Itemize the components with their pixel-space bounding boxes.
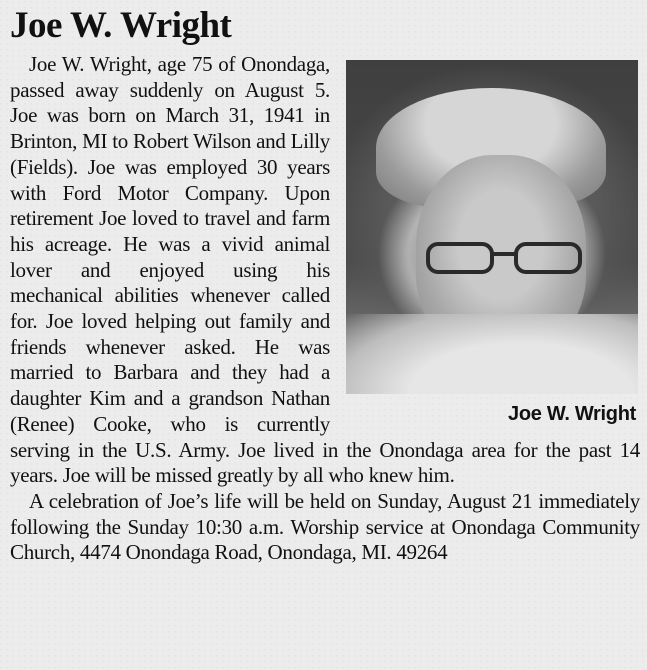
obituary-headline: Joe W. Wright [10,5,232,46]
portrait-shirt [346,314,638,394]
portrait-caption: Joe W. Wright [508,403,636,425]
portrait-glasses [424,238,584,278]
obituary-paragraph-1: Joe W. Wright, age 75 of Onondaga, passed away suddenly on August 5. Joe was born on March 31, 1941 in Brinton, MI to Robert Wilson and Lilly (Fields). Joe was employed 30 years with Ford Motor Company. Upon retirement Joe loved to travel and farm his acreage. He was a vivid animal lover and enjoyed using his mechanical abilities whenever called for. Joe loved helping out family and friends whenever asked. He was married to Barbara and they had a daughter Kim and a grandson Nathan (Renee) Cooke, who is currently serving in the U.S. Army. Joe lived in the Onondaga area for the past 14 years. Joe will be missed greatly by all who knew him. [10,52,640,488]
obituary-body [10,52,640,566]
obituary-paragraph-2: A celebration of Joe’s life will be held on Sunday, August 21 immediately following the Sunday 10:30 a.m. Worship service at Onondaga Community Church, 4474 Onondaga Road, Onondaga, MI. 49264 [10,488,640,565]
portrait-photo [346,60,638,394]
portrait-figure [344,60,640,430]
